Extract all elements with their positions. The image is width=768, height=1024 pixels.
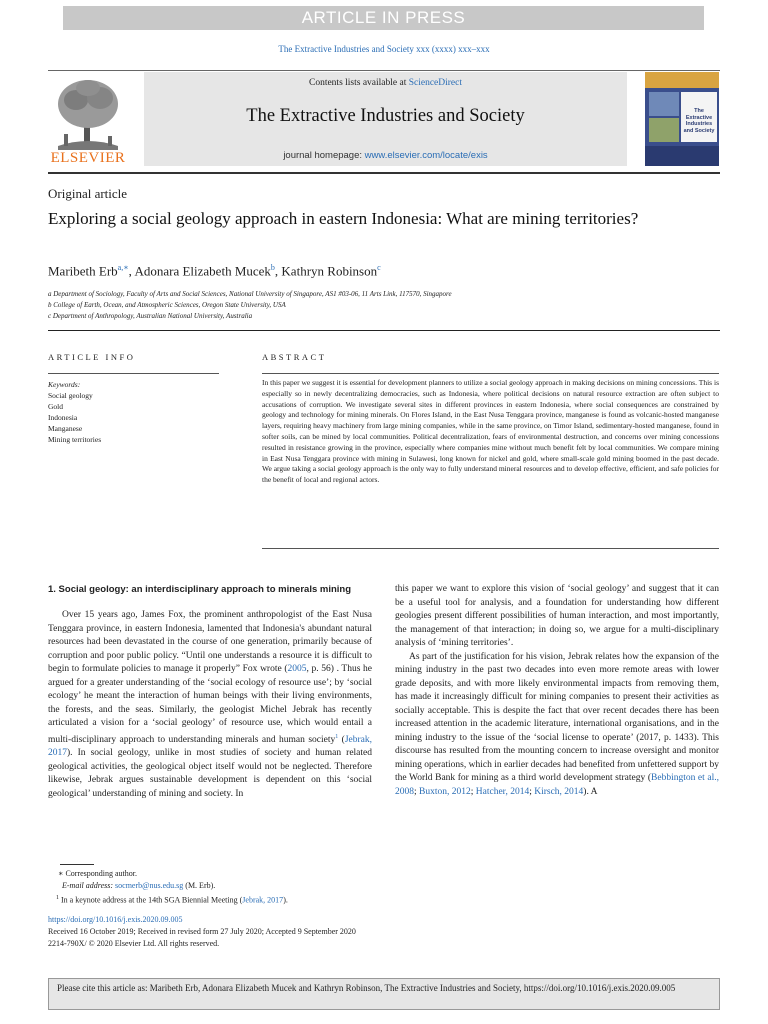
section-heading: 1. Social geology: an interdisciplinary approach to minerals mining [48,584,352,595]
contents-line [144,78,627,88]
cover-bottom-band [645,146,719,166]
footnote-number: 1 [56,895,59,901]
footnote-1 [56,892,288,907]
body-text: ). A [583,786,598,797]
abstract-bottom-rule [262,548,719,549]
cover-photo-2 [649,118,679,142]
homepage-prefix: journal homepage: [283,150,363,161]
please-cite-box: Please cite this article as: Maribeth Erb, Adonara Elizabeth Mucek and Kathryn Robinson, The Extractive Industries and Society, https://doi.org/10.1016/j.exis.2020.09.005 [48,978,720,1010]
keywords-block [48,379,101,445]
email-note [62,880,215,892]
doi-link[interactable] [48,914,183,926]
body-text: ). In social geology, unlike in most studies of society and human related geological activities, the geological object itself would not be neglected. Therefore likewise, Jebrak argues sustainable development is dependent on this ‘social geological’ understanding of mining and society. In [48,748,372,799]
body-text: ( [338,734,345,745]
affiliation: a Department of Sociology, Faculty of Arts and Social Sciences, National University of Singapore, AS1 #03-06, 11 Arts Link, 117570, Singapore [48,290,452,298]
abstract-label: ABSTRACT [262,352,327,362]
email-suffix: (M. Erb). [185,881,216,890]
abstract-text: In this paper we suggest it is essential for development planners to utilize a social geology approach in making decisions on mining concessions. This is especially so in newly decentralizing democracies, such as Indonesia, where political decisions on natural resource extraction are often subject to accusations of corruption. We investigate several sites in different provinces in eastern Indonesia, where social consequences are constrained by geology and technology for mining minerals. On Flores Island, in the East Nusa Tenggara province, manganese is found as volcanic-hosted manganese layers, requiring heavy machinery from large mining companies, while in the same province, on Timor Island, sedimentary-hosted manganese, found in softer soils, can be mined by local communities. Political decentralization, fears of environmental destruction, and concerns over mining concessions resulted in resistance growing in the province, especially where companies mine without much benefit felt by local communities. We compare mining in East Nusa Tenggara province with mining in Sulawesi, long known for nickel and gold, where small-scale gold mining boomed in the past decade. We argue taking a social geology approach is the only way to fully understand mineral resources and to develop effective, efficient, and safe policies for the benefit of local and regional actors. [262,378,719,485]
header-bottom-rule [48,172,720,174]
doi-anchor[interactable]: https://doi.org/10.1016/j.exis.2020.09.005 [48,915,183,924]
citation-link[interactable]: Jebrak, 2017 [242,895,284,905]
article-info-rule [48,373,219,374]
footnote-text: ). [283,895,288,905]
elsevier-logo[interactable] [48,74,128,166]
journal-header-box [144,72,627,166]
author-name[interactable]: Kathryn Robinson [281,263,378,279]
article-type: Original article [48,186,128,201]
keyword: Manganese [48,424,83,433]
affiliations [48,289,452,322]
citation-link[interactable]: Buxton, 2012 [419,786,471,797]
affiliation: b College of Earth, Ocean, and Atmospheric Sciences, Oregon State University, USA [48,301,286,309]
journal-cover-thumbnail[interactable] [645,72,719,166]
citation-link[interactable]: Kirsch, 2014 [534,786,584,797]
elsevier-wordmark: ELSEVIER [50,150,126,166]
body-paragraph: this paper we want to explore this vision of ‘social geology’ and suggest that it can be a useful tool for analysis, and a foundation for understanding how different geologies present different possibilities of human interaction, and most importantly, the management of that interaction; in doing so, we argue for a multi-disciplinary analysis of ‘mining territories’. [395,584,719,648]
sciencedirect-link[interactable]: ScienceDirect [408,78,462,88]
email-label: E-mail address: [62,881,114,890]
author-affil-marker[interactable]: c [377,263,381,272]
citation-link[interactable]: Jebrak, 2017 [48,734,372,759]
contents-prefix: Contents lists available at [308,78,407,88]
keyword: Indonesia [48,413,78,422]
journal-homepage-line [144,150,627,161]
body-paragraph [48,609,372,801]
copyright-line: 2214-790X/ © 2020 Elsevier Ltd. All rights reserved. [48,939,220,948]
citation-link[interactable]: Bebbington et al., 2008 [395,773,719,797]
footnote-text: In a keynote address at the 14th SGA Biennial Meeting ( [61,895,243,905]
body-column-right [395,583,719,799]
header-top-rule [48,70,720,71]
email-link[interactable]: socmerb@nus.edu.sg [115,881,184,890]
corresponding-author-note: ∗ Corresponding author. [58,869,137,878]
article-title: Exploring a social geology approach in eastern Indonesia: What are mining territories? [48,209,639,228]
keywords-label: Keywords: [48,380,81,389]
citation-link[interactable]: 2005 [287,664,307,674]
keyword: Mining territories [48,435,102,444]
article-in-press-banner: ARTICLE IN PRESS [63,6,704,30]
affiliation: c Department of Anthropology, Australian National University, Australia [48,312,253,320]
info-top-rule [48,330,720,331]
author-list: Maribeth Erb$^{a,∗}$, Adonara Elizabeth Mucek$^b$, Kathryn Robinson$^c$ [48,263,381,279]
author-affil-marker[interactable]: b [270,263,275,272]
journal-title: The Extractive Industries and Society [246,106,525,126]
author-affil-marker[interactable]: a,∗ [117,263,129,272]
body-text: , p. 56) . Thus he argued for a greater understanding of the ‘social ecology of resource use’; by ‘social ecology’ he meant the interaction of human beings with their living environments, the forests, and the seas. Similarly, the geologist Michel Jebrak has recently articulated a vision for a ‘social geology’ of resource use, which would entail a multi-disciplinary approach to understanding minerals and human society [48,664,373,745]
cover-top-band [645,72,719,88]
citation-link[interactable]: Hatcher, 2014 [475,786,530,797]
article-info-label: ARTICLE INFO [48,352,136,362]
footnote-link[interactable]: 1 [335,733,339,740]
abstract-rule [262,373,719,374]
footnote-rule [60,864,94,865]
body-column-left [48,583,372,801]
journal-reference[interactable]: The Extractive Industries and Society xxx (xxxx) xxx–xxx [278,44,490,54]
author-name[interactable]: Maribeth Erb [48,263,118,279]
body-text: As part of the justification for his vision, Jebrak relates how the expansion of the mining industry in the past two decades into even more remote areas with lower grade deposits, and with more likely environmental impacts from removing them, has made it increasingly difficult for mining companies to present their activities as socially acceptable. This is despite the fact that over recent decades there has been increased attention in the academic literature, international organisations, and in the mining industry to the issue of the ‘social license to operate’ (2017, p. 1433). This discourse has resulted from the mounting concern to increase oversight and monitor mining operations, which in earlier decades had benefited from unfettered support by the World Bank for mining as a third world development strategy ( [395,651,719,783]
cover-photo-1 [649,92,679,116]
body-paragraph: As part of the justification for his vision, Jebrak relates how the expansion of the mining industry in the past two decades into even more remote areas with lower grade deposits, and with more likely environmental impacts from removing them, has made it increasingly difficult for mining companies to present their activities as socially acceptable. This is despite the fact that over recent decades there has been increased attention in the academic literature, international organisations, and in the mining industry to the issue of the ‘social license to operate’ (2017, p. 1433). This discourse has resulted from the mounting concern to increase oversight and monitor mining operations, which in earlier decades had benefited from unfettered support by the World Bank for mining as a third world development strategy (Bebbington et al., 2008; Buxton, 2012; Hatcher, 2014; Kirsch, 2014). A [395,651,719,797]
author-name[interactable]: Adonara Elizabeth Mucek [134,263,271,279]
keyword: Gold [48,402,63,411]
homepage-link[interactable]: www.elsevier.com/locate/exis [364,150,488,161]
keyword: Social geology [48,391,93,400]
received-dates: Received 16 October 2019; Received in revised form 27 July 2020; Accepted 9 September 2020 [48,927,356,936]
cover-title: The Extractive Industries and Society [683,108,715,134]
body-text: Over 15 years ago, James Fox, the prominent anthropologist of the East Nusa Tenggara province, in eastern Indonesia, lamented that Indonesia's abundant natural resources had been devastated in the course of one generation, primarily because of corruption and poor public policy. “Until one understands a resource it is difficult to begin to formulate policies to manage it properly” Fox wrote ( [48,610,372,674]
